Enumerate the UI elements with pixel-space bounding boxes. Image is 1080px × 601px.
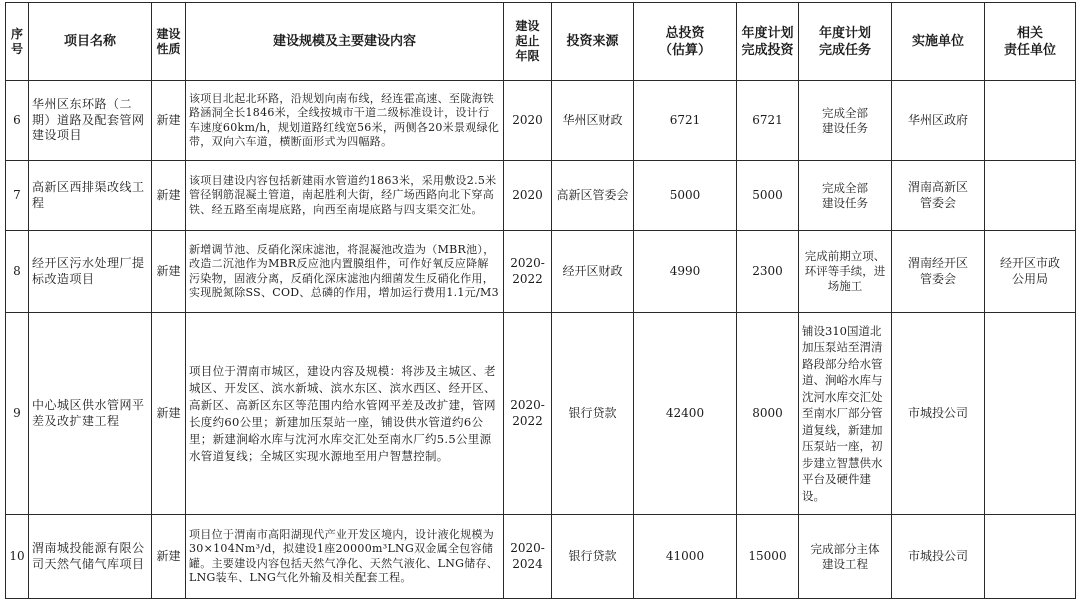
project-task: 完成全部 建设任务 <box>799 161 892 231</box>
project-annual: 8000 <box>737 313 799 515</box>
project-unit: 市城投公司 <box>892 515 985 599</box>
project-name: 中心城区供水管网平差及改扩建工程 <box>29 313 152 515</box>
project-task: 完成部分主体 建设工程 <box>799 515 892 599</box>
project-period: 2020 <box>504 81 552 161</box>
table-header <box>6 3 1076 81</box>
project-name: 渭南城投能源有限公司天然气储气库项目 <box>29 515 152 599</box>
header-resp: 相关 责任单位 <box>985 3 1076 81</box>
project-period: 2020- 2022 <box>504 231 552 313</box>
project-total: 6721 <box>634 81 737 161</box>
row-no: 10 <box>6 515 29 599</box>
table-row <box>6 81 1076 161</box>
header-nature: 建设 性质 <box>152 3 186 81</box>
table-row <box>6 161 1076 231</box>
project-resp <box>985 81 1076 161</box>
header-annual: 年度计划 完成投资 <box>737 3 799 81</box>
project-source: 华州区财政 <box>552 81 634 161</box>
project-nature: 新建 <box>152 161 186 231</box>
table-body <box>6 81 1076 599</box>
project-annual: 5000 <box>737 161 799 231</box>
project-task: 完成前期立项、环评等手续，进场施工 <box>799 231 892 313</box>
project-scope: 该项目北起北环路，沿规划向南布线，经连霍高速、至陇海铁路涵洞全长1846米，全线按城市干道二级标准设计，设计行车速度60km/h，规划道路红线宽56米，两侧各20米景观绿化带，双向六车道，横断面形式为四幅路。 <box>186 81 504 161</box>
project-name: 华州区东环路（二期）道路及配套管网建设项目 <box>29 81 152 161</box>
header-source: 投资来源 <box>552 3 634 81</box>
project-nature: 新建 <box>152 81 186 161</box>
project-task: 完成全部 建设任务 <box>799 81 892 161</box>
table-row <box>6 313 1076 515</box>
project-table <box>5 2 1076 599</box>
table-row <box>6 231 1076 313</box>
row-no: 6 <box>6 81 29 161</box>
header-name: 项目名称 <box>29 3 152 81</box>
project-nature: 新建 <box>152 231 186 313</box>
project-unit: 华州区政府 <box>892 81 985 161</box>
project-task: 铺设310国道北加压泵站至渭清路段部分给水管道、涧峪水库与沈河水库交汇处至南水厂部分管道复线，新建加压泵站一座，初步建立智慧供水平台及硬件建设。 <box>799 313 892 515</box>
header-scope: 建设规模及主要建设内容 <box>186 3 504 81</box>
header-row <box>6 3 1076 81</box>
project-total: 42400 <box>634 313 737 515</box>
project-period: 2020- 2022 <box>504 313 552 515</box>
header-unit: 实施单位 <box>892 3 985 81</box>
project-unit: 渭南经开区 管委会 <box>892 231 985 313</box>
project-resp <box>985 515 1076 599</box>
header-period: 建设 起止 年限 <box>504 3 552 81</box>
project-resp: 经开区市政 公用局 <box>985 231 1076 313</box>
project-unit: 渭南高新区 管委会 <box>892 161 985 231</box>
project-unit: 市城投公司 <box>892 313 985 515</box>
project-name: 经开区污水处理厂提标改造项目 <box>29 231 152 313</box>
project-resp <box>985 313 1076 515</box>
project-name: 高新区西排渠改线工程 <box>29 161 152 231</box>
project-resp <box>985 161 1076 231</box>
project-scope: 项目位于渭南市高阳湖现代产业开发区境内，设计液化规模为30×104Nm³/d，拟建设1座20000m³LNG双金属全包容储罐。主要建设内容包括天然气净化、天然气液化、LNG储存、LNG装车、LNG气化外输及相关配套工程。 <box>186 515 504 599</box>
row-no: 9 <box>6 313 29 515</box>
project-total: 4990 <box>634 231 737 313</box>
project-annual: 6721 <box>737 81 799 161</box>
project-nature: 新建 <box>152 313 186 515</box>
project-annual: 15000 <box>737 515 799 599</box>
project-period: 2020 <box>504 161 552 231</box>
header-task: 年度计划 完成任务 <box>799 3 892 81</box>
header-no: 序 号 <box>6 3 29 81</box>
project-scope: 新增调节池、反硝化深床滤池，将混凝池改造为（MBR池），改造二沉池作为MBR反应池内置膜组件，可作好氧反应降解污染物，固液分离，反硝化深床滤池内细菌发生反硝化作用，实现脱氮除SS、COD、总磷的作用，增加运行费用1.1元/M3 <box>186 231 504 313</box>
row-no: 7 <box>6 161 29 231</box>
row-no: 8 <box>6 231 29 313</box>
project-source: 银行贷款 <box>552 313 634 515</box>
project-source: 高新区管委会 <box>552 161 634 231</box>
table-row <box>6 515 1076 599</box>
project-total: 5000 <box>634 161 737 231</box>
project-source: 经开区财政 <box>552 231 634 313</box>
project-period: 2020- 2024 <box>504 515 552 599</box>
project-scope: 项目位于渭南市城区，建设内容及规模：将涉及主城区、老城区、开发区、滨水新城、滨水东区、滨水西区、经开区、高新区、高新区东区等范围内给水管网平差及改扩建，管网长度约60公里；新建加压泵站一座，铺设供水管道约6公里；新建涧峪水库与沈河水库交汇处至南水厂约5.5公里源水管道复线；全城区实现水源地至用户智慧控制。 <box>186 313 504 515</box>
project-annual: 2300 <box>737 231 799 313</box>
project-scope: 该项目建设内容包括新建雨水管道约1863米，采用敷设2.5米管径钢筋混凝土管道，南起胜利大街，经广场西路向北下穿高铁、经五路至南堤底路，向西至南堤底路与四支渠交汇处。 <box>186 161 504 231</box>
project-nature: 新建 <box>152 515 186 599</box>
project-total: 41000 <box>634 515 737 599</box>
header-total: 总投资 （估算） <box>634 3 737 81</box>
project-source: 银行贷款 <box>552 515 634 599</box>
